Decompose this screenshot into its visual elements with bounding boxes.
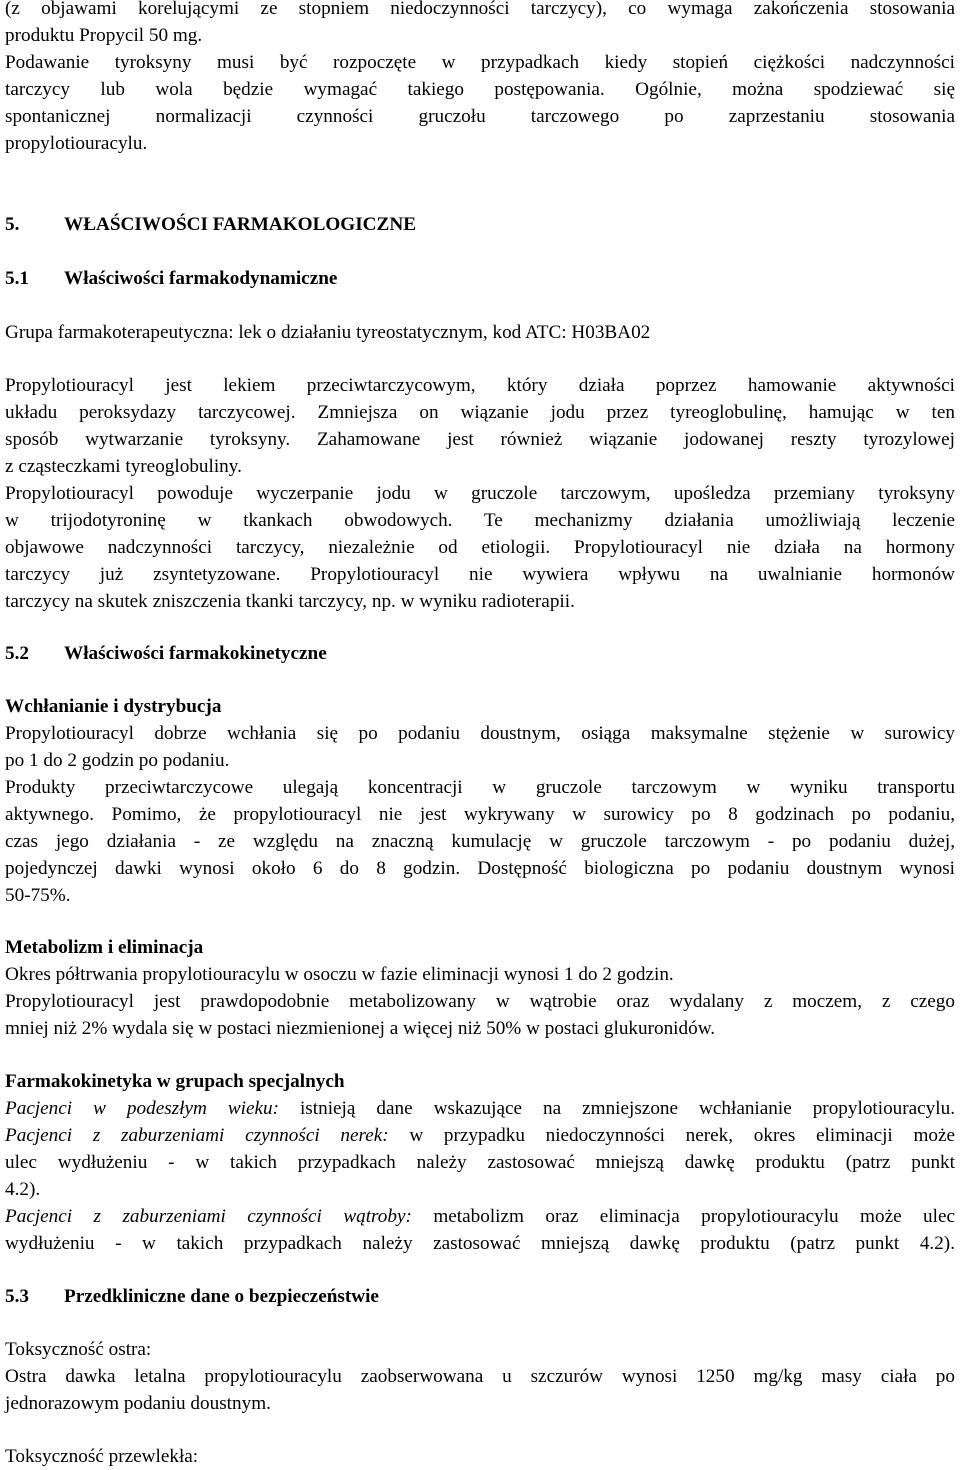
renal-line-1 <box>5 1122 955 1149</box>
pd-line-4: z cząsteczkami tyreoglobuliny. <box>5 456 242 477</box>
pd-line-6: w trijodotyroninę w tkankach obwodowych. Te mechanizmy działania umożliwiają leczenie <box>5 510 955 531</box>
pk-line-6: pojedynczej dawki wynosi około 6 do 8 godzin. Dostępność biologiczna po podaniu doustnym wynosi <box>5 858 955 879</box>
section-5-1-heading <box>5 265 337 292</box>
pk-line-2: po 1 do 2 godzin po podaniu. <box>5 750 230 771</box>
acute-toxicity-label: Toksyczność ostra: <box>5 1339 152 1360</box>
chronic-toxicity-label: Toksyczność przewlekła: <box>5 1446 199 1467</box>
hepatic-line-1 <box>5 1203 955 1230</box>
section-5-heading <box>5 211 416 238</box>
hepatic-label: Pacjenci z zaburzeniami czynności wątroby: <box>5 1206 412 1227</box>
pd-line-2: układu peroksydazy tarczycowej. Zmniejsza on wiązanie jodu przez tyreoglobulinę, hamując w ten <box>5 402 955 423</box>
intro-line-1: (z objawami korelującymi ze stopniem niedoczynności tarczycy), co wymaga zakończenia stosowania <box>5 0 955 19</box>
pd-line-9: tarczycy na skutek zniszczenia tkanki tarczycy, np. w wyniku radioterapii. <box>5 591 575 612</box>
intro-line-2: produktu Propycil 50 mg. <box>5 25 203 46</box>
pd-line-3: sposób wytwarzanie tyroksyny. Zahamowane jest również wiązanie jodowanej reszty tyrozylowej <box>5 429 955 450</box>
section-5-title: WŁAŚCIWOŚCI FARMAKOLOGICZNE <box>64 214 416 235</box>
section-5-3-heading <box>5 1283 379 1310</box>
metabolism-heading: Metabolizm i eliminacja <box>5 937 204 958</box>
renal-text: w przypadku niedoczynności nerek, okres eliminacji może <box>388 1125 955 1146</box>
hepatic-text: metabolizm oraz eliminacja propylotiouracylu może ulec <box>411 1206 956 1227</box>
section-5-1-number: 5.1 <box>5 268 29 289</box>
renal-label: Pacjenci z zaburzeniami czynności nerek: <box>5 1125 389 1146</box>
pd-line-7: objawowe nadczynności tarczycy, niezależnie od etiologii. Propylotiouracyl nie działa na hormony <box>5 537 955 558</box>
section-5-2-heading <box>5 640 327 667</box>
pd-line-1: Propylotiouracyl jest lekiem przeciwtarczycowym, który działa poprzez hamowanie aktywności <box>5 375 955 396</box>
pk-line-4: aktywnego. Pomimo, że propylotiouracyl nie jest wykrywany w surowicy po 8 godzinach po podaniu, <box>5 804 955 825</box>
metabolism-line-2: Propylotiouracyl jest prawdopodobnie metabolizowany w wątrobie oraz wydalany z moczem, z czego <box>5 991 955 1012</box>
absorption-heading: Wchłanianie i dystrybucja <box>5 696 222 717</box>
metabolism-line-1: Okres półtrwania propylotiouracylu w osoczu w fazie eliminacji wynosi 1 do 2 godzin. <box>5 964 674 985</box>
intro-line-5: spontanicznej normalizacji czynności gruczołu tarczowego po zaprzestaniu stosowania <box>5 106 955 127</box>
intro-line-3: Podawanie tyroksyny musi być rozpoczęte w przypadkach kiedy stopień ciężkości nadczynności <box>5 52 955 73</box>
acute-toxicity-line-2: jednorazowym podaniu doustnym. <box>5 1393 271 1414</box>
section-5-3-number: 5.3 <box>5 1286 29 1307</box>
special-groups-heading: Farmakokinetyka w grupach specjalnych <box>5 1071 345 1092</box>
section-5-2-title: Właściwości farmakokinetyczne <box>64 643 327 664</box>
atc-line: Grupa farmakoterapeutyczna: lek o działaniu tyreostatycznym, kod ATC: H03BA02 <box>5 322 651 343</box>
section-5-3-title: Przedkliniczne dane o bezpieczeństwie <box>64 1286 379 1307</box>
pd-line-8: tarczycy już zsyntetyzowane. Propylotiouracyl nie wywiera wpływu na uwalnianie hormonów <box>5 564 955 585</box>
pk-line-1: Propylotiouracyl dobrze wchłania się po podaniu doustnym, osiąga maksymalne stężenie w surowicy <box>5 723 955 744</box>
renal-line-3: 4.2). <box>5 1179 41 1200</box>
elderly-text: istnieją dane wskazujące na zmniejszone wchłanianie propylotiouracylu. <box>278 1098 955 1119</box>
pd-line-5: Propylotiouracyl powoduje wyczerpanie jodu w gruczole tarczowym, upośledza przemiany tyroksyny <box>5 483 955 504</box>
intro-line-4: tarczycy lub wola będzie wymagać takiego postępowania. Ogólnie, można spodziewać się <box>5 79 955 100</box>
renal-line-2: ulec wydłużeniu - w takich przypadkach należy zastosować mniejszą dawkę produktu (patrz punkt <box>5 1152 955 1173</box>
pk-line-5: czas jego działania - ze względu na znaczną kumulację w gruczole tarczowym - po podaniu dużej, <box>5 831 955 852</box>
acute-toxicity-line-1: Ostra dawka letalna propylotiouracylu zaobserwowana u szczurów wynosi 1250 mg/kg masy ciała po <box>5 1366 955 1387</box>
metabolism-line-3: mniej niż 2% wydala się w postaci niezmienionej a więcej niż 50% w postaci glukuronidów. <box>5 1018 716 1039</box>
elderly-label: Pacjenci w podeszłym wieku: <box>5 1098 279 1119</box>
section-5-2-number: 5.2 <box>5 643 29 664</box>
section-5-number: 5. <box>5 214 20 235</box>
intro-line-6: propylotiouracylu. <box>5 133 148 154</box>
pk-line-7: 50-75%. <box>5 885 71 906</box>
elderly-line <box>5 1095 955 1122</box>
pk-line-3: Produkty przeciwtarczycowe ulegają koncentracji w gruczole tarczowym w wyniku transportu <box>5 777 955 798</box>
hepatic-line-2: wydłużeniu - w takich przypadkach należy zastosować mniejszą dawkę produktu (patrz punkt 4.2). <box>5 1233 955 1254</box>
section-5-1-title: Właściwości farmakodynamiczne <box>64 268 338 289</box>
